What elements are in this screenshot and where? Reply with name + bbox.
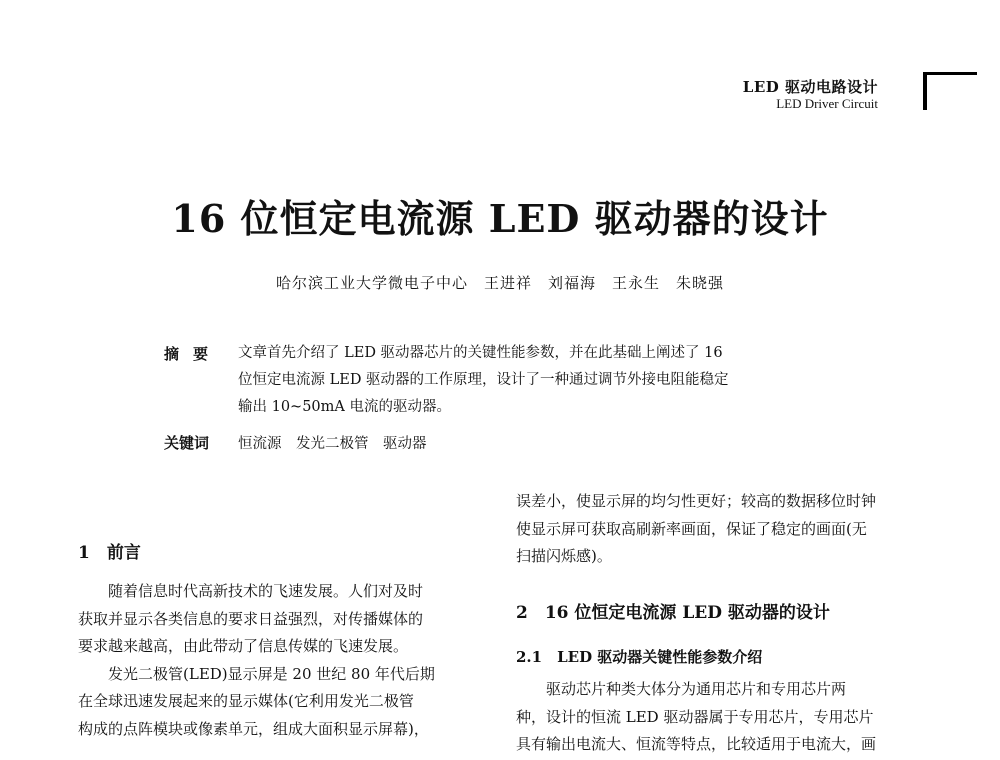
text-line: 使显示屏可获取高刷新率画面，保证了稳定的画面(无 xyxy=(516,519,867,538)
text-line: 发光二极管(LED)显示屏是 20 世纪 80 年代后期 xyxy=(108,664,435,683)
right-column-bottom xyxy=(516,676,926,759)
paper-authors: 哈尔滨工业大学微电子中心 王进祥 刘福海 王永生 朱晓强 xyxy=(275,274,724,292)
text-line: 种，设计的恒流 LED 驱动器属于专用芯片，专用芯片 xyxy=(516,707,874,726)
text-line: 构成的点阵模块或像素单元，组成大面积显示屏幕)， xyxy=(78,719,429,738)
keywords-label: 关键词 xyxy=(164,434,210,452)
text-line: 误差小，使显示屏的均匀性更好；较高的数据移位时钟 xyxy=(516,492,877,510)
abstract-line: 文章首先介绍了 LED 驱动器芯片的关键性能参数，并在此基础上阐述了 16 xyxy=(238,345,723,361)
text-line: 扫描闪烁感)。 xyxy=(516,547,612,565)
right-column-top xyxy=(516,488,926,571)
header-title-cn: LED 驱动电路设计 xyxy=(742,78,878,96)
abstract-body xyxy=(238,340,833,421)
abstract-line: 位恒定电流源 LED 驱动器的工作原理，设计了一种通过调节外接电阻能稳定 xyxy=(238,372,729,388)
text-line: 随着信息时代高新技术的飞速发展。人们对及时 xyxy=(108,582,424,600)
text-line: 具有输出电流大、恒流等特点，比较适用于电流大，画 xyxy=(516,735,877,753)
abstract-label: 摘要 xyxy=(164,345,223,363)
text-line: 在全球迅速发展起来的显示媒体(它利用发光二极管 xyxy=(78,692,414,710)
running-header xyxy=(743,78,878,111)
section-heading-design: 2 16 位恒定电流源 LED 驱动器的设计 xyxy=(516,603,830,623)
subsection-heading: 2.1 LED 驱动器关键性能参数介绍 xyxy=(516,648,763,666)
abstract-line: 输出 10~50mA 电流的驱动器。 xyxy=(238,399,451,415)
text-line: 获取并显示各类信息的要求日益强烈，对传播媒体的 xyxy=(78,609,424,628)
text-line: 驱动芯片种类大体分为通用芯片和专用芯片两 xyxy=(546,680,847,698)
paper-title: 16 位恒定电流源 LED 驱动器的设计 xyxy=(171,196,829,241)
section-heading-intro: 1 前言 xyxy=(78,543,141,563)
left-column xyxy=(78,578,478,743)
keywords-text: 恒流源 发光二极管 驱动器 xyxy=(238,436,427,452)
header-title-en: LED Driver Circuit xyxy=(776,96,878,111)
header-rule-horizontal xyxy=(923,72,977,75)
header-rule-vertical xyxy=(923,72,927,110)
text-line: 要求越来越高，由此带动了信息传媒的飞速发展。 xyxy=(78,637,409,655)
